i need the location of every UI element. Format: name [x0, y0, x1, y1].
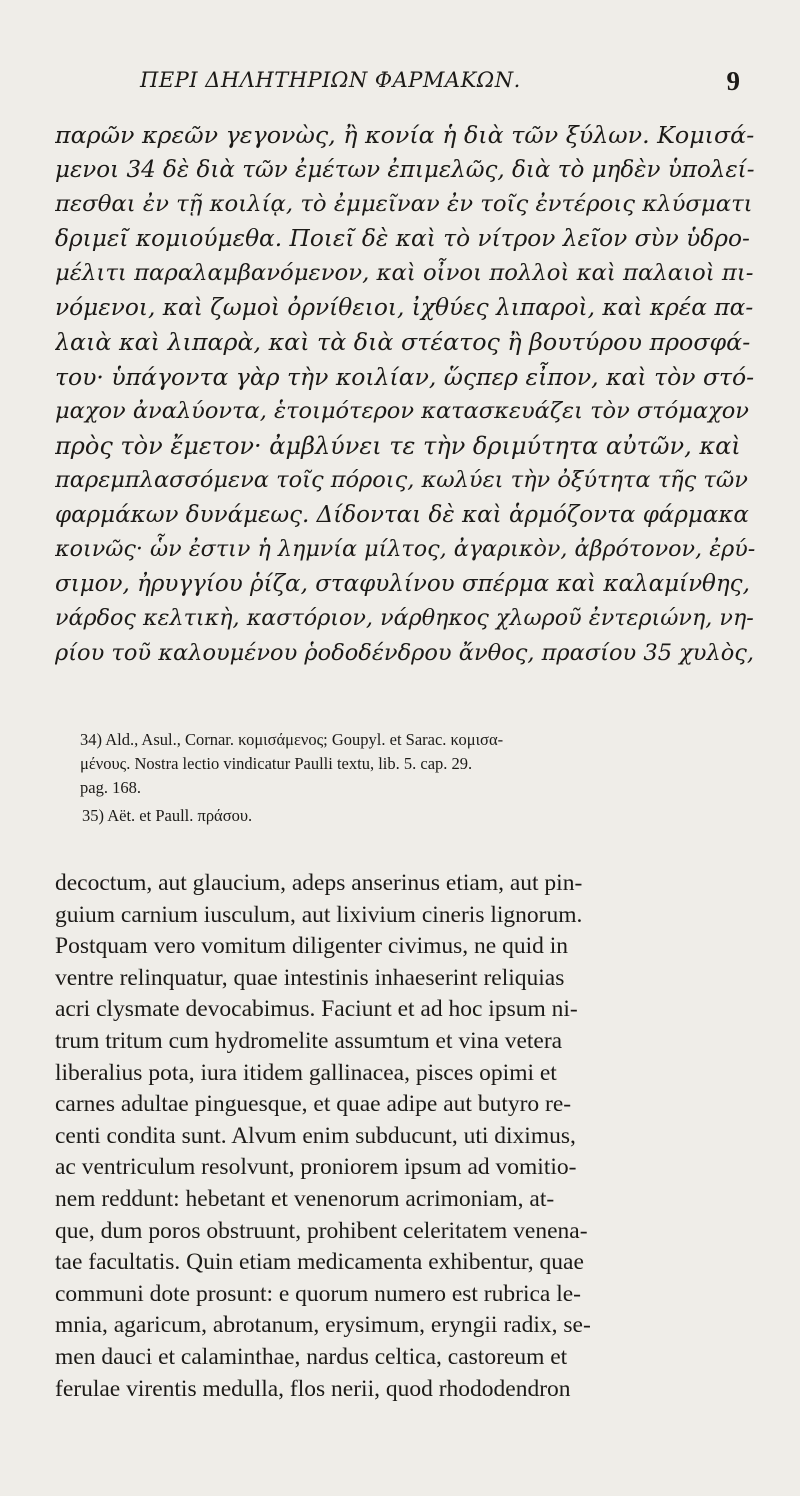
- latin-line: liberalius pota, iura itidem gallinacea, pisces opimi et: [55, 1059, 557, 1086]
- greek-line: δριμεῖ κομιούμεθα. Ποιεῖ δὲ καὶ τὸ νίτρον λεῖον σὺν ὑδρο-: [55, 224, 750, 252]
- greek-line: πεσθαι ἐν τῇ κοιλίᾳ, τὸ ἐμμεῖναν ἐν τοῖς ἐντέροις κλύσματι: [55, 191, 753, 217]
- latin-line: ventre relinquatur, quae intestinis inhaeserint reliquias: [55, 964, 565, 991]
- latin-line: Postquam vero vomitum diligenter civimus, ne quid in: [55, 933, 569, 960]
- greek-line: μενοι 34 δὲ διὰ τῶν ἐμέτων ἐπιμελῶς, διὰ τὸ μηδὲν ὑπολεί-: [55, 156, 755, 183]
- greek-text-block: [55, 118, 755, 670]
- footnote-34-line: pag. 168.: [80, 778, 141, 797]
- greek-line: φαρμάκων δυνάμεως. Δίδονται δὲ καὶ ἁρμόζοντα φάρμακα: [55, 501, 749, 528]
- footnote-35-line: 35) Aët. et Paull. πράσου.: [82, 806, 253, 825]
- latin-line: guium carnium iusculum, aut lixivium cineris lignorum.: [55, 901, 583, 928]
- latin-line: men dauci et calaminthae, nardus celtica, castoreum et: [55, 1343, 568, 1370]
- latin-line: acri clysmate devocabimus. Faciunt et ad hoc ipsum ni-: [55, 996, 578, 1023]
- latin-line: carnes adultae pinguesque, et quae adipe aut butyro re-: [55, 1091, 572, 1118]
- latin-line: ac ventriculum resolvunt, proniorem ipsum ad vomitio-: [55, 1154, 577, 1181]
- latin-line: communi dote prosunt: e quorum numero est rubrica le-: [55, 1280, 582, 1307]
- page-header: [140, 66, 740, 102]
- greek-line: του· ὑπάγοντα γὰρ τὴν κοιλίαν, ὥςπερ εἶπον, καὶ τὸν στό-: [55, 362, 755, 391]
- latin-line: que, dum poros obstruunt, prohibent celeritatem venena-: [55, 1217, 588, 1244]
- latin-line: trum tritum cum hydromelite assumtum et vina vetera: [55, 1027, 563, 1054]
- latin-line: mnia, agaricum, abrotanum, erysimum, eryngii radix, se-: [55, 1312, 591, 1339]
- greek-line: πρὸς τὸν ἔμετον· ἀμβλύνει τε τὴν δριμύτητα αὐτῶν, καὶ: [55, 431, 741, 460]
- running-head: ΠΕΡΙ ΔΗΛΗΤΗΡΙΩΝ ΦΑΡΜΑΚΩΝ.: [140, 68, 521, 92]
- greek-line: νάρδος κελτικὴ, καστόριον, νάρθηκος χλωροῦ ἐντεριώνη, νη-: [55, 605, 754, 631]
- page-number: 9: [726, 66, 740, 96]
- greek-line: μαχον ἀναλύοντα, ἑτοιμότερον κατασκευάζει τὸν στόμαχον: [55, 398, 749, 424]
- footnote-34-line: 34) Ald., Asul., Cornar. κομισάμενος; Goupyl. et Sarac. κομισα-: [80, 730, 504, 749]
- greek-line: μέλιτι παραλαμβανόμενον, καὶ οἶνοι πολλοὶ καὶ παλαιοὶ πι-: [55, 260, 754, 286]
- latin-line: centi condita sunt. Alvum enim subducunt, uti diximus,: [55, 1122, 576, 1149]
- greek-line: ρίου τοῦ καλουμένου ῥοδοδένδρου ἄνθος, πρασίου 35 χυλὸς,: [55, 639, 755, 666]
- greek-line: νόμενοι, καὶ ζωμοὶ ὀρνίθειοι, ἰχθύες λιπαροὶ, καὶ κρέα πα-: [55, 293, 754, 321]
- footnote-34-line: μένους. Nostra lectio vindicatur Paulli textu, lib. 5. cap. 29.: [80, 754, 473, 773]
- footnotes: [80, 728, 750, 828]
- latin-line: tae facultatis. Quin etiam medicamenta exhibentur, quae: [55, 1249, 584, 1276]
- latin-text-block: [55, 868, 755, 1405]
- greek-line: παρεμπλασσόμενα τοῖς πόροις, κωλύει τὴν ὀξύτητα τῆς τῶν: [55, 467, 748, 493]
- latin-line: decoctum, aut glaucium, adeps anserinus etiam, aut pin-: [55, 870, 583, 896]
- greek-line: λαιὰ καὶ λιπαρὰ, καὶ τὰ διὰ στέατος ἢ βουτύρου προσφά-: [55, 328, 751, 356]
- greek-line: σιμον, ἠρυγγίου ῥίζα, σταφυλίνου σπέρμα καὶ καλαμίνθης,: [55, 570, 750, 597]
- latin-line: nem reddunt: hebetant et venenorum acrimoniam, at-: [55, 1185, 555, 1212]
- latin-line: ferulae virentis medulla, flos nerii, quod rhododendron: [55, 1375, 571, 1402]
- greek-line: παρῶν κρεῶν γεγονὼς, ἢ κονία ἡ διὰ τῶν ξύλων. Κομισά-: [55, 121, 755, 149]
- greek-line: κοινῶς· ὧν ἐστιν ἡ λημνία μίλτος, ἀγαρικὸν, ἀβρότονον, ἐρύ-: [55, 536, 755, 562]
